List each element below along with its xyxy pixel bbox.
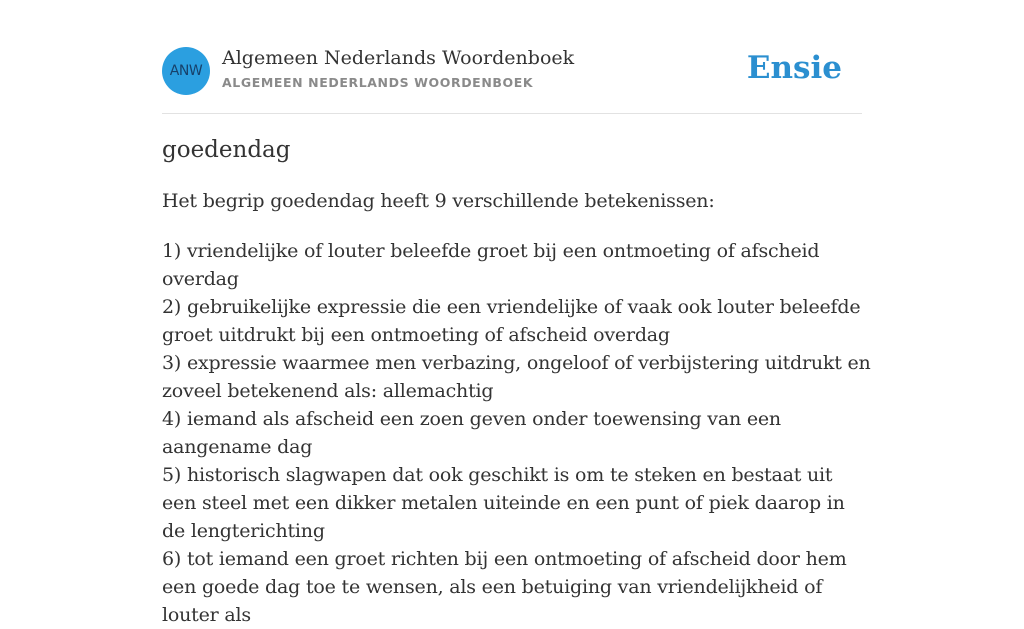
header-divider: [162, 113, 862, 114]
entry-intro: Het begrip goedendag heeft 9 verschillende betekenissen:: [162, 190, 715, 212]
definition-item: 3) expressie waarmee men verbazing, ongeloof of verbijstering uitdrukt en zoveel betekenend als: allemachtig: [162, 352, 871, 402]
source-header: [162, 47, 862, 95]
definition-item: 6) tot iemand een groet richten bij een ontmoeting of afscheid door hem een goede dag toe te wensen, als een betuiging van vriendelijkheid of louter als: [162, 548, 847, 626]
ensie-logo[interactable]: Ensie: [746, 50, 842, 86]
entry-word: goedendag: [162, 137, 291, 163]
definition-item: 4) iemand als afscheid een zoen geven onder toewensing van een aangename dag: [162, 408, 781, 458]
anw-logo[interactable]: ANW: [162, 47, 210, 95]
source-subtitle: ALGEMEEN NEDERLANDS WOORDENBOEK: [222, 75, 534, 90]
definitions-list: [162, 237, 872, 629]
definition-item: 5) historisch slagwapen dat ook geschikt is om te steken en bestaat uit een steel met een dikker metalen uiteinde en een punt of piek daarop in de lengterichting: [162, 464, 845, 542]
source-title[interactable]: Algemeen Nederlands Woordenboek: [222, 47, 575, 69]
definition-item: 1) vriendelijke of louter beleefde groet bij een ontmoeting of afscheid overdag: [162, 240, 820, 290]
definition-item: 2) gebruikelijke expressie die een vriendelijke of vaak ook louter beleefde groet uitdrukt bij een ontmoeting of afscheid overdag: [162, 296, 861, 346]
